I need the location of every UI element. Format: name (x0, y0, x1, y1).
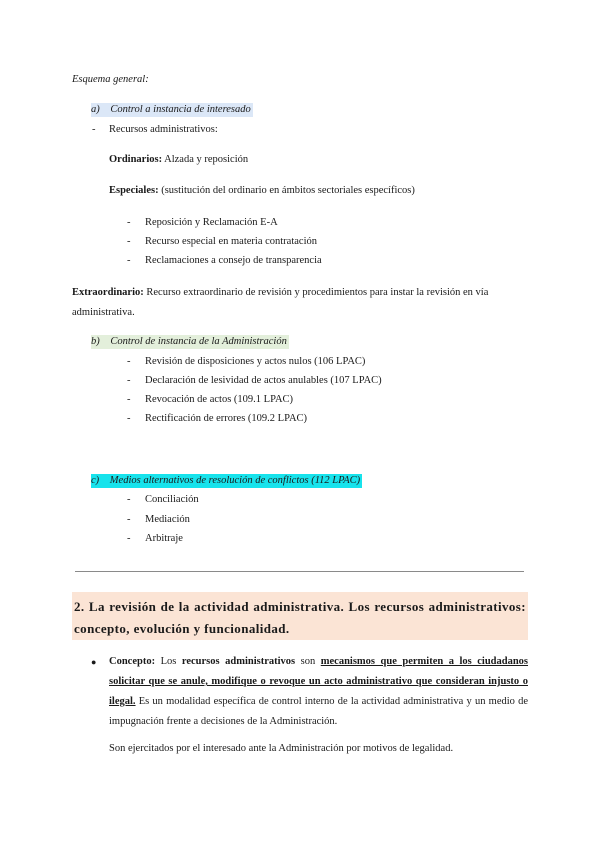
concepto-text: son (295, 656, 321, 667)
especiales-text: (sustitución del ordinario en ámbitos sectoriales específicos) (158, 185, 415, 196)
especiales-item: Reposición y Reclamación E-A (145, 217, 278, 228)
ordinarios-text: Alzada y reposición (162, 154, 249, 165)
horizontal-divider (75, 571, 524, 572)
dash-marker: - (127, 413, 131, 424)
ordinarios-line (109, 153, 248, 167)
concepto-paragraph (109, 652, 528, 732)
section-b-item: Revisión de disposiciones y actos nulos (106 LPAC) (145, 356, 366, 367)
especiales-item: Reclamaciones a consejo de transparencia (145, 255, 322, 266)
concepto-bold-term: recursos administrativos (181, 656, 296, 667)
bullet-icon: ● (91, 657, 97, 667)
dash-marker: - (127, 236, 131, 247)
section-b-item: Rectificación de errores (109.2 LPAC) (145, 413, 308, 424)
dash-marker: - (127, 514, 131, 525)
dash-marker: - (127, 217, 131, 228)
section-a-heading (91, 103, 253, 117)
extraordinario-line-2: administrativa. (72, 307, 135, 318)
scheme-title: Esquema general: (72, 74, 149, 85)
extraordinario-text: Recurso extraordinario de revisión y procedimientos para instar la revisión en vía (143, 287, 489, 298)
recursos-item: Recursos administrativos: (109, 124, 218, 135)
dash-marker: - (92, 124, 96, 135)
especiales-label: Especiales: (109, 185, 159, 196)
closing-sentence: Son ejercitados por el interesado ante la Administración por motivos de legalidad. (109, 743, 454, 754)
dash-marker: - (127, 375, 131, 386)
extraordinario-label: Extraordinario: (72, 287, 144, 298)
section-c-title: Medios alternativos de resolución de conflictos (112 LPAC) (109, 475, 361, 486)
section-c-label: c) (91, 475, 100, 486)
concepto-label: Concepto: (109, 656, 156, 667)
dash-marker: - (127, 255, 131, 266)
ordinarios-label: Ordinarios: (109, 154, 163, 165)
section-c-item: Arbitraje (145, 533, 183, 544)
section-a-label: a) (91, 104, 100, 115)
concepto-text: Los (155, 656, 182, 667)
especiales-line (109, 184, 415, 198)
section-c-item: Conciliación (145, 494, 199, 505)
section-a-title: Control a instancia de interesado (110, 104, 251, 115)
section-b-title: Control de instancia de la Administración (110, 336, 287, 347)
section-b-item: Revocación de actos (109.1 LPAC) (145, 394, 294, 405)
concepto-underlined-definition: mecanismos que permiten a los ciudadanos solicitar que se anule, modifique o revoque un acto administrativo que consideran injusto o ilegal. (109, 656, 529, 707)
extraordinario-line (72, 286, 488, 300)
section-b-item: Declaración de lesividad de actos anulables (107 LPAC) (145, 375, 382, 386)
section-b-heading (91, 335, 289, 349)
section-b-label: b) (91, 336, 100, 347)
dash-marker: - (127, 494, 131, 505)
especiales-item: Recurso especial en materia contratación (145, 236, 317, 247)
section-heading: 2. La revisión de la actividad administrativa. Los recursos administrativos: concepto, evolución y funcionalidad. (74, 599, 526, 636)
concepto-text: Es un modalidad específica de control interno de la actividad administrativa y un medio de impugnación frente a decisiones de la Administración. (109, 696, 528, 727)
dash-marker: - (127, 394, 131, 405)
section-c-item: Mediación (145, 514, 190, 525)
dash-marker: - (127, 356, 131, 367)
dash-marker: - (127, 533, 131, 544)
section-c-heading (91, 474, 362, 488)
